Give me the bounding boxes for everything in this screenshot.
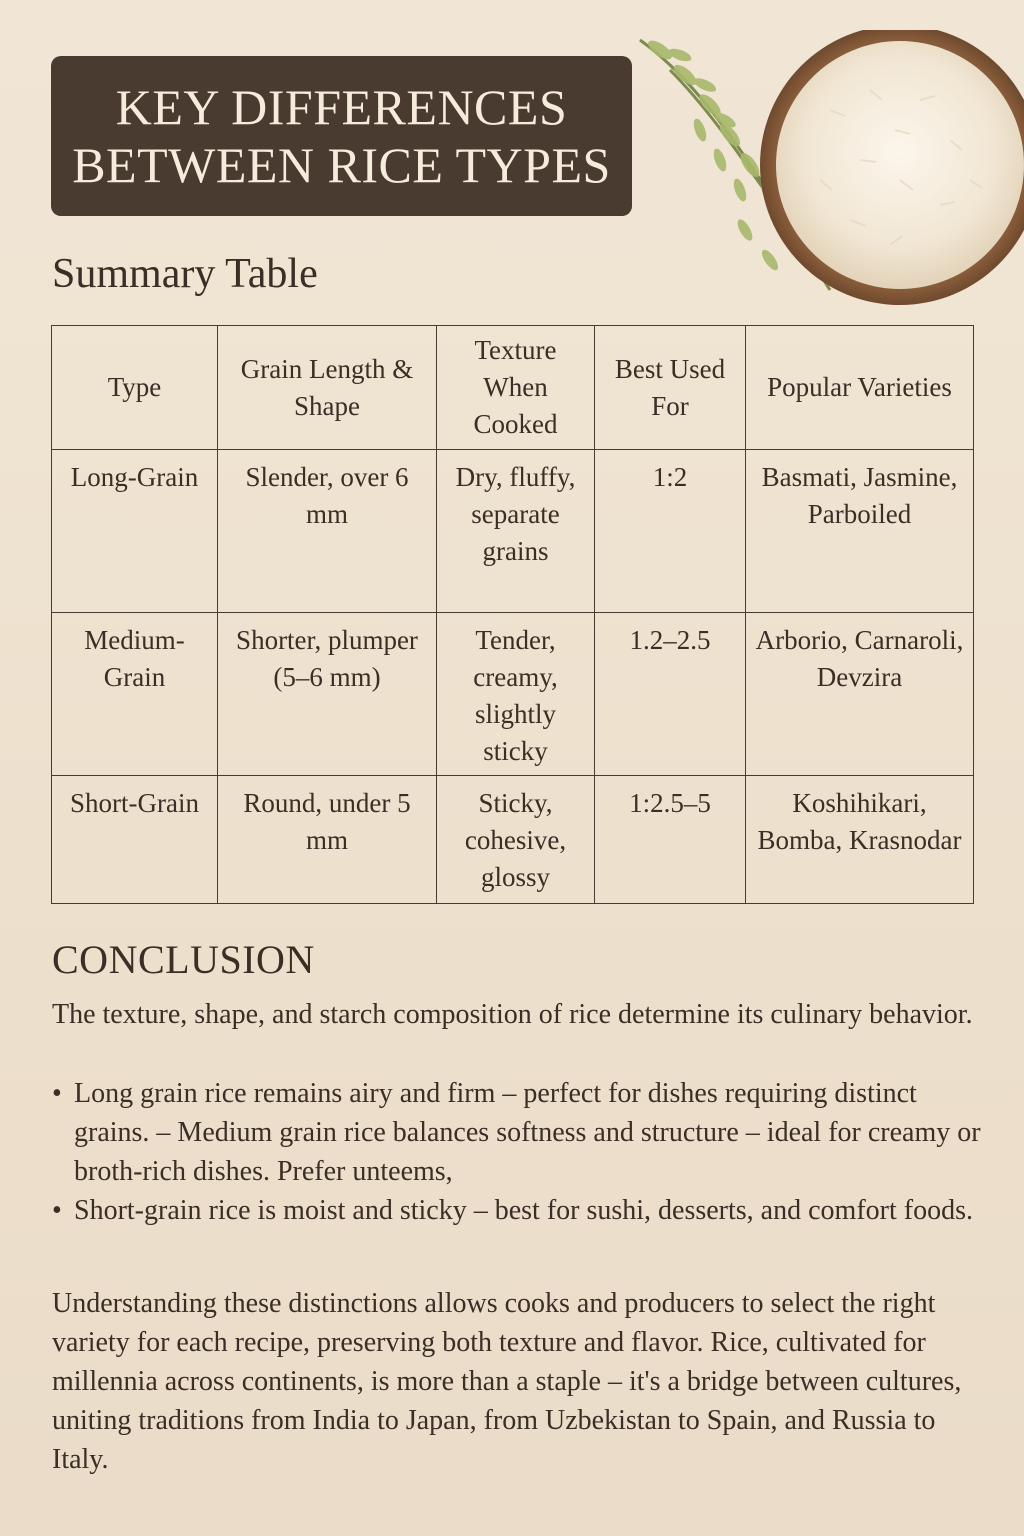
list-item [52, 1191, 982, 1230]
cell-grain-length: Round, under 5 mm [218, 776, 437, 904]
bowl-icon [760, 30, 1024, 305]
bullet-icon: • [52, 1195, 62, 1226]
header-type: Type [52, 326, 218, 450]
cell-type: Medium-Grain [52, 613, 218, 776]
cell-best-used-for: 1.2–2.5 [595, 613, 746, 776]
conclusion-intro: The texture, shape, and starch composition of rice determine its culinary behavior. [52, 999, 973, 1030]
bullet-text: Long grain rice remains airy and firm – perfect for dishes requiring distinct grains. – Medium grain rice balances softness and structure – ideal for creamy or broth-rich dishes. Prefer unteems, [74, 1078, 981, 1187]
title-banner [51, 56, 632, 216]
conclusion-bullet-list [52, 1074, 982, 1230]
rice-comparison-table [51, 325, 974, 904]
header-best-used-for: Best Used For [595, 326, 746, 450]
cell-type: Short-Grain [52, 776, 218, 904]
cell-best-used-for: 1:2 [595, 450, 746, 613]
cell-texture: Tender, creamy, slightly sticky [437, 613, 595, 776]
list-item [52, 1074, 982, 1191]
bullet-icon: • [52, 1078, 62, 1109]
cell-grain-length: Slender, over 6 mm [218, 450, 437, 613]
header-texture: Texture When Cooked [437, 326, 595, 450]
title-line-1: KEY DIFFERENCES [115, 79, 568, 135]
cell-best-used-for: 1:2.5–5 [595, 776, 746, 904]
cell-texture: Dry, fluffy, separate grains [437, 450, 595, 613]
cell-varieties: Basmati, Jasmine, Parboiled [746, 450, 974, 613]
cell-grain-length: Shorter, plumper (5–6 mm) [218, 613, 437, 776]
header-grain-length: Grain Length & Shape [218, 326, 437, 450]
table-row [52, 613, 974, 776]
cell-varieties: Arborio, Carnaroli, Devzira [746, 613, 974, 776]
title-line-2: BETWEEN RICE TYPES [72, 137, 611, 193]
table-row [52, 776, 974, 904]
rice-bowl-illustration [630, 30, 1024, 330]
cell-varieties: Koshihikari, Bomba, Krasnodar [746, 776, 974, 904]
table-header-row [52, 326, 974, 450]
table-row [52, 450, 974, 613]
cell-texture: Sticky, cohesive, glossy [437, 776, 595, 904]
summary-heading: Summary Table [52, 251, 318, 297]
bullet-text: Short-grain rice is moist and sticky – best for sushi, desserts, and comfort foods. [74, 1195, 973, 1226]
cell-type: Long-Grain [52, 450, 218, 613]
conclusion-heading: CONCLUSION [52, 937, 315, 982]
header-popular-varieties: Popular Varieties [746, 326, 974, 450]
conclusion-closing: Understanding these distinctions allows cooks and producers to select the right variety for each recipe, preserving both texture and flavor. Rice, cultivated for millennia across continents, is more than a staple – it's a bridge between cultures, uniting traditions from India to Japan, from Uzbekistan to Spain, and Russia to Italy. [52, 1288, 962, 1475]
